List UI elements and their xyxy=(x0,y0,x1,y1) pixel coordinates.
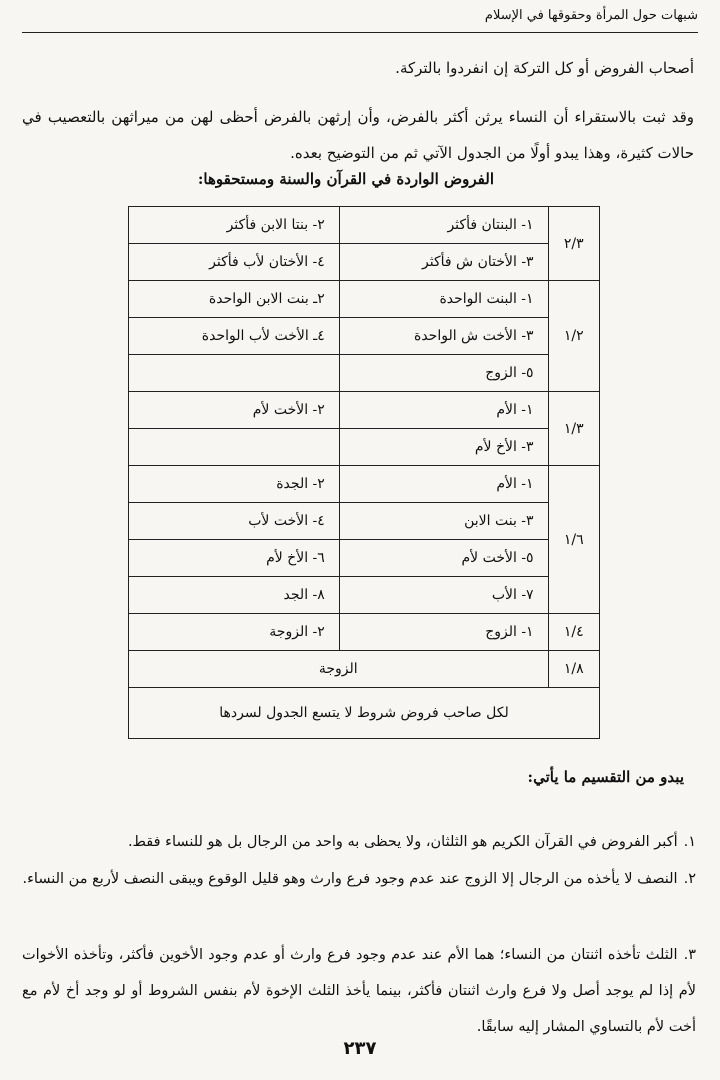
item-number: ٢. xyxy=(683,870,696,887)
table-row xyxy=(129,281,600,318)
table-heading: الفروض الواردة في القرآن والسنة ومستحقوها: xyxy=(197,170,494,188)
heir-cell: ٦- الأخ لأم xyxy=(129,540,340,577)
heir-cell xyxy=(129,355,340,392)
numbered-item-3 xyxy=(22,937,696,1045)
heir-cell: ٢ـ بنت الابن الواحدة xyxy=(129,281,340,318)
table-note-row xyxy=(129,688,600,739)
heir-cell: ٥- الأخت لأم xyxy=(339,540,548,577)
heir-cell: ٣- الأخ لأم xyxy=(339,429,548,466)
heir-cell: ٧- الأب xyxy=(339,577,548,614)
share-fraction: ١/٤ xyxy=(548,614,599,651)
share-fraction: ١/٦ xyxy=(548,466,599,614)
table-row xyxy=(129,244,600,281)
heir-cell: ١- الأم xyxy=(339,392,548,429)
table-row xyxy=(129,651,600,688)
heir-cell: ٣- الأختان ش فأكثر xyxy=(339,244,548,281)
table-row xyxy=(129,392,600,429)
heir-cell: ٣- الأخت ش الواحدة xyxy=(339,318,548,355)
numbered-item-1 xyxy=(22,829,696,855)
heir-cell: ٢- بنتا الابن فأكثر xyxy=(129,207,340,244)
running-header xyxy=(22,2,698,33)
table-row xyxy=(129,207,600,244)
shares-table xyxy=(128,206,600,739)
item-text: النصف لا يأخذه من الرجال إلا الزوج عند عدم وجود فرع وارث وهو قليل الوقوع ويبقى النصف لأربع من النساء. xyxy=(22,870,678,887)
share-fraction: ٢/٣ xyxy=(548,207,599,281)
heir-cell: ٢- الزوجة xyxy=(129,614,340,651)
intro-paragraph-1: أصحاب الفروض أو كل التركة إن انفردوا بالتركة. xyxy=(395,59,694,77)
heir-cell: الزوجة xyxy=(129,651,549,688)
heir-cell: ١- الزوج xyxy=(339,614,548,651)
section-title: يبدو من التقسيم ما يأتي: xyxy=(527,768,684,786)
share-fraction: ١/٣ xyxy=(548,392,599,466)
heir-cell: ٤- الأخت لأب xyxy=(129,503,340,540)
numbered-item-2 xyxy=(22,865,696,893)
heir-cell: ٥- الزوج xyxy=(339,355,548,392)
heir-cell: ٤ـ الأخت لأب الواحدة xyxy=(129,318,340,355)
intro-paragraph-2: وقد ثبت بالاستقراء أن النساء يرثن أكثر بالفرض، وأن إرثهن بالفرض أحظى لهن من ميراثهن بالتعصيب في حالات كثيرة، وهذا يبدو أولًا من الجدول الآتي ثم من التوضيح بعده. xyxy=(22,108,694,162)
item-text: الثلث تأخذه اثنتان من النساء؛ هما الأم عند عدم وجود فرع وارث أو عدم وجود الأخوين فأكثر، وتأخذه الأخوات لأم إذا لم يوجد أصل ولا فرع وارث اثنتان فأكثر، بينما يأخذ الثلث الإخوة لأم بنفس الشروط أو لو وجد أخ لأم مع أخت لأم بالتساوي المشار إليه سابقًا. xyxy=(22,946,696,1035)
share-fraction: ١/٨ xyxy=(548,651,599,688)
heir-cell: ٣- بنت الابن xyxy=(339,503,548,540)
table-row xyxy=(129,466,600,503)
heir-cell: ٤- الأختان لأب فأكثر xyxy=(129,244,340,281)
table-row xyxy=(129,503,600,540)
table-row xyxy=(129,540,600,577)
heir-cell: ٨- الجد xyxy=(129,577,340,614)
table-row xyxy=(129,577,600,614)
item-number: ١. xyxy=(683,833,696,850)
heir-cell: ١- البنتان فأكثر xyxy=(339,207,548,244)
table-note: لكل صاحب فروض شروط لا يتسع الجدول لسردها xyxy=(129,688,600,739)
heir-cell: ٢- الجدة xyxy=(129,466,340,503)
heir-cell: ١- الأم xyxy=(339,466,548,503)
share-fraction: ١/٢ xyxy=(548,281,599,392)
running-header-title: شبهات حول المرأة وحقوقها في الإسلام xyxy=(484,8,698,23)
table-row xyxy=(129,614,600,651)
heir-cell: ١- البنت الواحدة xyxy=(339,281,548,318)
page-number: ٢٣٧ xyxy=(343,1038,377,1059)
heir-cell: ٢- الأخت لأم xyxy=(129,392,340,429)
table-row xyxy=(129,429,600,466)
item-text: أكبر الفروض في القرآن الكريم هو الثلثان، ولا يحظى به واحد من الرجال بل هو للنساء فقط. xyxy=(127,833,678,850)
table-row xyxy=(129,355,600,392)
heir-cell xyxy=(129,429,340,466)
shares-table-body xyxy=(129,207,600,739)
item-number: ٣. xyxy=(683,946,696,963)
table-row xyxy=(129,318,600,355)
